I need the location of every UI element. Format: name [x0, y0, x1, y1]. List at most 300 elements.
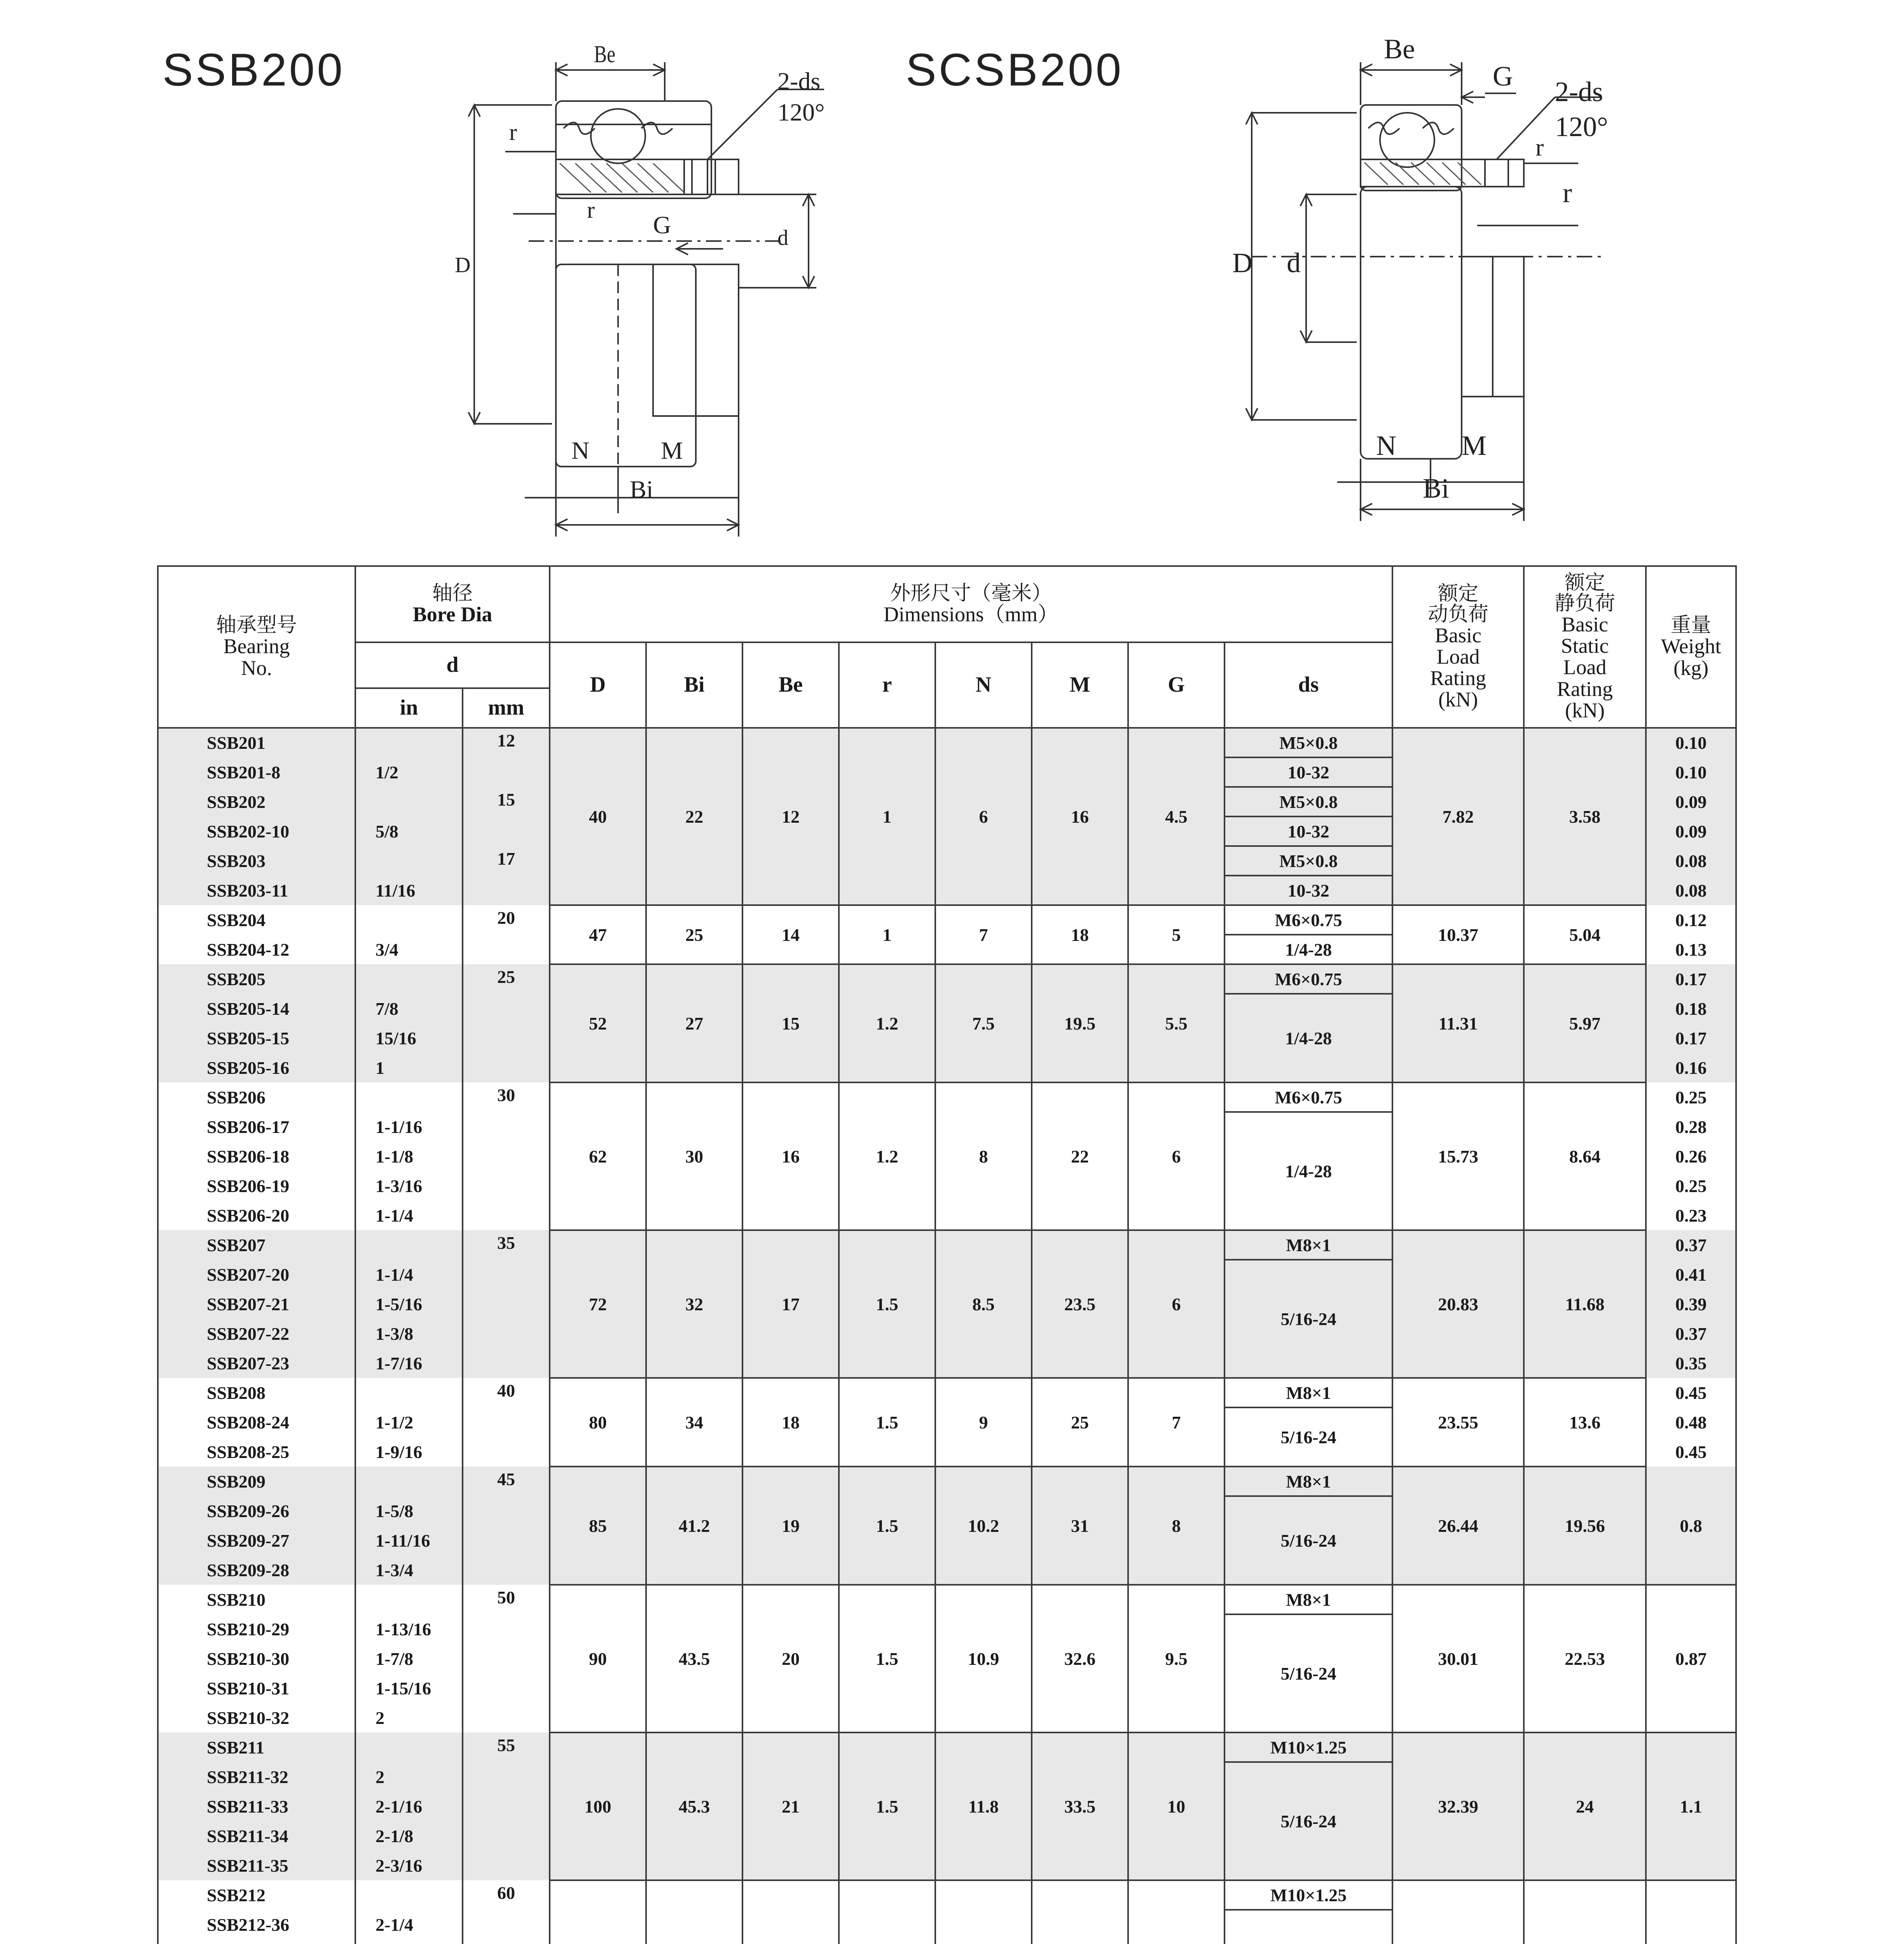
thread-ds: M6×0.75: [1224, 964, 1392, 994]
dim-M: 18: [1032, 905, 1128, 964]
header-stat-en4: Rating: [1557, 677, 1613, 701]
bore-mm: [463, 1319, 550, 1348]
bore-inch: 1-11/16: [355, 1526, 463, 1555]
header-bore-en: Bore Dia: [412, 602, 493, 626]
bore-mm: [463, 1112, 550, 1142]
scsb-label-d-small: d: [1287, 247, 1301, 278]
dynamic-load-rating: 20.83: [1392, 1230, 1524, 1378]
bore-mm: 45: [463, 1467, 550, 1496]
weight-kg: [1646, 1880, 1736, 1944]
bore-mm: 12: [463, 728, 550, 757]
bearing-model: SSB206-20: [158, 1201, 355, 1230]
header-stat-en5: (kN): [1565, 698, 1605, 722]
header-wt-en1: Weight: [1661, 635, 1721, 658]
static-load-rating: 13.6: [1524, 1378, 1646, 1467]
bearing-model: SSB209-28: [158, 1555, 355, 1585]
bearing-model: SSB211: [158, 1732, 355, 1762]
dim-G: [1128, 1880, 1224, 1944]
static-load-rating: [1524, 1880, 1646, 1944]
bore-mm: [463, 1821, 550, 1851]
dim-N: 7.5: [935, 964, 1032, 1082]
static-load-rating: 22.53: [1524, 1585, 1646, 1732]
dynamic-load-rating: 30.01: [1392, 1585, 1524, 1732]
bore-mm: 35: [463, 1230, 550, 1260]
static-load-rating: 5.97: [1524, 964, 1646, 1082]
bearing-model: SSB210-30: [158, 1644, 355, 1673]
dim-Bi: 45.3: [646, 1732, 742, 1880]
bore-inch: [355, 964, 463, 994]
static-load-rating: 24: [1524, 1732, 1646, 1880]
dim-N: 11.8: [935, 1732, 1032, 1880]
scsb-label-angle: 120°: [1555, 111, 1608, 142]
ssb-label-ds: 2-ds: [777, 67, 821, 95]
weight-kg: 0.87: [1646, 1585, 1736, 1732]
bore-inch: [355, 728, 463, 757]
ssb-label-r2: r: [587, 197, 595, 223]
bore-inch: 2-3/16: [355, 1851, 463, 1880]
dim-G: 9.5: [1128, 1585, 1224, 1732]
dim-D: 52: [550, 964, 646, 1082]
bore-inch: 1-7/8: [355, 1644, 463, 1673]
thread-ds: 10-32: [1224, 757, 1392, 787]
bore-mm: [463, 1526, 550, 1555]
table-row: [158, 1585, 1736, 1614]
thread-ds: 5/16-24: [1224, 1407, 1392, 1467]
dim-M: 22: [1032, 1082, 1128, 1230]
bore-inch: 1: [355, 1053, 463, 1082]
scsb-label-r2: r: [1535, 133, 1544, 161]
bearing-model: SSB201: [158, 728, 355, 757]
dynamic-load-rating: 7.82: [1392, 728, 1524, 905]
dim-M: 33.5: [1032, 1732, 1128, 1880]
thread-ds: 1/4-28: [1224, 935, 1392, 964]
thread-ds: 1/4-28: [1224, 994, 1392, 1082]
bore-mm: [463, 1201, 550, 1230]
ssb-label-bi: Bi: [630, 476, 653, 503]
header-bore-cn: 轴径: [432, 581, 473, 605]
bore-mm: [463, 876, 550, 905]
bore-inch: [355, 1082, 463, 1112]
weight-kg: 0.41: [1646, 1260, 1736, 1289]
header-wt-cn: 重量: [1671, 614, 1712, 637]
bearing-model: SSB212-36: [158, 1910, 355, 1939]
dim-r: 1.5: [839, 1732, 935, 1880]
dim-N: [935, 1880, 1032, 1944]
dynamic-load-rating: 11.31: [1392, 964, 1524, 1082]
header-in: in: [355, 688, 463, 728]
bore-mm: 15: [463, 787, 550, 816]
thread-ds: M10×1.25: [1224, 1732, 1392, 1762]
header-col-G: G: [1128, 642, 1224, 728]
header-bearing-no-cn: 轴承型号: [216, 614, 297, 637]
weight-kg: 0.48: [1646, 1407, 1736, 1437]
bearing-model: SSB210-31: [158, 1673, 355, 1703]
bore-mm: 50: [463, 1585, 550, 1614]
dim-D: 40: [550, 728, 646, 905]
bore-mm: [463, 1555, 550, 1585]
bearing-model: SSB210: [158, 1585, 355, 1614]
dim-Be: 12: [742, 728, 839, 905]
scsb-label-r1: r: [1563, 177, 1572, 208]
dim-M: [1032, 1880, 1128, 1944]
weight-kg: 0.25: [1646, 1082, 1736, 1112]
header-col-r: r: [839, 642, 935, 728]
ssb-label-g: G: [653, 211, 671, 239]
dim-N: 6: [935, 728, 1032, 905]
bearing-model: SSB209-27: [158, 1526, 355, 1555]
weight-kg: 0.28: [1646, 1112, 1736, 1142]
bearing-model: SSB208-25: [158, 1437, 355, 1467]
header-mm: mm: [463, 688, 550, 728]
dim-D: 80: [550, 1378, 646, 1467]
ssb-label-r1: r: [509, 119, 517, 145]
bore-mm: [463, 1910, 550, 1939]
weight-kg: 0.09: [1646, 816, 1736, 846]
thread-ds: 10-32: [1224, 816, 1392, 846]
weight-kg: 0.45: [1646, 1437, 1736, 1467]
bore-inch: 2-1/4: [355, 1910, 463, 1939]
weight-kg: 0.26: [1646, 1142, 1736, 1171]
dim-N: 10.9: [935, 1585, 1032, 1732]
weight-kg: 0.17: [1646, 1023, 1736, 1053]
bore-mm: [463, 1437, 550, 1467]
bearing-model: SSB208-24: [158, 1407, 355, 1437]
bore-mm: [463, 1496, 550, 1526]
dim-Be: 18: [742, 1378, 839, 1467]
bearing-model: SSB211-35: [158, 1851, 355, 1880]
scsb-label-g: G: [1493, 61, 1513, 92]
bore-mm: [463, 757, 550, 787]
dynamic-load-rating: 15.73: [1392, 1082, 1524, 1230]
bore-mm: [463, 1939, 550, 1944]
bore-mm: [463, 1348, 550, 1378]
dim-N: 8: [935, 1082, 1032, 1230]
scsb-label-be: Be: [1384, 33, 1415, 65]
weight-kg: 0.35: [1646, 1348, 1736, 1378]
bore-inch: [355, 905, 463, 935]
weight-kg: 0.37: [1646, 1319, 1736, 1348]
bore-mm: [463, 1053, 550, 1082]
bearing-model: SSB210-32: [158, 1703, 355, 1732]
thread-ds: M5×0.8: [1224, 728, 1392, 757]
header-dyn-en3: Rating: [1430, 666, 1487, 690]
dim-r: 1.5: [839, 1230, 935, 1378]
bearing-model: SSB203: [158, 846, 355, 876]
dim-Be: [742, 1880, 839, 1944]
header-stat-en3: Load: [1563, 656, 1607, 679]
dim-Bi: [646, 1880, 742, 1944]
bearing-model: SSB207-23: [158, 1348, 355, 1378]
bore-mm: [463, 1171, 550, 1201]
bearing-model: SSB206-19: [158, 1171, 355, 1201]
bore-mm: 17: [463, 846, 550, 876]
title-ssb200: SSB200: [162, 44, 345, 96]
bore-inch: [355, 1732, 463, 1762]
dim-Bi: 32: [646, 1230, 742, 1378]
dim-r: 1: [839, 728, 935, 905]
header-col-Bi: Bi: [646, 642, 742, 728]
bore-inch: 1-1/4: [355, 1260, 463, 1289]
static-load-rating: 3.58: [1524, 728, 1646, 905]
bearing-model: SSB211-32: [158, 1762, 355, 1792]
bore-mm: [463, 1851, 550, 1880]
ssb200-drawing: [435, 41, 840, 525]
weight-kg: 0.39: [1646, 1289, 1736, 1319]
static-load-rating: 5.04: [1524, 905, 1646, 964]
bore-mm: 20: [463, 905, 550, 935]
bearing-model: SSB204-12: [158, 935, 355, 964]
dim-Bi: 25: [646, 905, 742, 964]
header-bearing-no: [158, 566, 355, 728]
scsb-label-d-big: D: [1232, 247, 1252, 278]
weight-kg: 0.09: [1646, 787, 1736, 816]
dynamic-load-rating: [1392, 1880, 1524, 1944]
thread-ds: 1/4-28: [1224, 1112, 1392, 1230]
weight-kg: 0.16: [1646, 1053, 1736, 1082]
dim-N: 9: [935, 1378, 1032, 1467]
bore-mm: [463, 1703, 550, 1732]
weight-kg: 0.23: [1646, 1201, 1736, 1230]
bore-inch: 7/8: [355, 994, 463, 1023]
thread-ds: 5/16-24: [1224, 1496, 1392, 1585]
dim-D: 72: [550, 1230, 646, 1378]
bearing-model: SSB211-34: [158, 1821, 355, 1851]
dim-N: 7: [935, 905, 1032, 964]
scsb-label-ds: 2-ds: [1555, 76, 1603, 107]
table-row: [158, 964, 1736, 994]
header-dyn-cn1: 额定: [1438, 582, 1479, 605]
bore-inch: 2: [355, 1703, 463, 1732]
dim-Be: 19: [742, 1467, 839, 1585]
dim-D: 47: [550, 905, 646, 964]
bearing-model: SSB211-33: [158, 1792, 355, 1821]
thread-ds: 10-32: [1224, 876, 1392, 905]
header-dims-en: Dimensions（mm）: [884, 602, 1059, 626]
dim-M: 19.5: [1032, 964, 1128, 1082]
spec-table-body: [158, 728, 1736, 1944]
bore-inch: 1-3/16: [355, 1171, 463, 1201]
bearing-model: SSB208: [158, 1378, 355, 1407]
header-dynamic-load: [1392, 566, 1524, 728]
bore-inch: 2-1/16: [355, 1792, 463, 1821]
dynamic-load-rating: 23.55: [1392, 1378, 1524, 1467]
bore-inch: 1-1/2: [355, 1407, 463, 1437]
table-row: [158, 1732, 1736, 1762]
bearing-model: [158, 1939, 355, 1944]
bearing-model: SSB209: [158, 1467, 355, 1496]
bore-inch: 1-5/8: [355, 1496, 463, 1526]
static-load-rating: 19.56: [1524, 1467, 1646, 1585]
title-scsb200: SCSB200: [906, 44, 1124, 96]
header-bearing-no-en2: No.: [241, 656, 272, 680]
header-dyn-cn2: 动负荷: [1428, 602, 1489, 626]
thread-ds: M6×0.75: [1224, 1082, 1392, 1112]
bearing-model: SSB205-16: [158, 1053, 355, 1082]
weight-kg: 0.25: [1646, 1171, 1736, 1201]
thread-ds: [1224, 1910, 1392, 1944]
bore-inch: 1/2: [355, 757, 463, 787]
thread-ds: 5/16-24: [1224, 1614, 1392, 1732]
dim-D: [550, 1880, 646, 1944]
bore-mm: [463, 1673, 550, 1703]
header-weight: [1646, 566, 1736, 728]
static-load-rating: 11.68: [1524, 1230, 1646, 1378]
bore-inch: 5/8: [355, 816, 463, 846]
static-load-rating: 8.64: [1524, 1082, 1646, 1230]
dim-G: 7: [1128, 1378, 1224, 1467]
header-dyn-en1: Basic: [1435, 623, 1482, 647]
thread-ds: M8×1: [1224, 1585, 1392, 1614]
dim-Be: 14: [742, 905, 839, 964]
header-wt-en2: (kg): [1673, 656, 1709, 680]
dim-r: 1.2: [839, 964, 935, 1082]
bearing-model: SSB204: [158, 905, 355, 935]
bore-inch: 1-1/8: [355, 1142, 463, 1171]
dim-r: 1: [839, 905, 935, 964]
header-col-M: M: [1032, 642, 1128, 728]
dynamic-load-rating: 32.39: [1392, 1732, 1524, 1880]
dim-M: 25: [1032, 1378, 1128, 1467]
bore-inch: 11/16: [355, 876, 463, 905]
header-static-load: [1524, 566, 1646, 728]
dim-r: 1.5: [839, 1378, 935, 1467]
bore-mm: [463, 1644, 550, 1673]
bearing-model: SSB201-8: [158, 757, 355, 787]
bore-inch: 1-13/16: [355, 1614, 463, 1644]
dim-G: 10: [1128, 1732, 1224, 1880]
ssb-label-d-small: d: [777, 226, 788, 250]
dim-G: 6: [1128, 1230, 1224, 1378]
bore-mm: [463, 816, 550, 846]
ssb-label-m: M: [661, 437, 683, 464]
weight-kg: 0.08: [1646, 876, 1736, 905]
bore-inch: [355, 1378, 463, 1407]
bore-mm: [463, 1407, 550, 1437]
dim-r: 1.5: [839, 1585, 935, 1732]
dim-D: 90: [550, 1585, 646, 1732]
table-row: [158, 1230, 1736, 1260]
dim-G: 5: [1128, 905, 1224, 964]
bearing-model: SSB203-11: [158, 876, 355, 905]
ssb-label-n: N: [571, 437, 590, 464]
bore-mm: [463, 1023, 550, 1053]
dim-Bi: 27: [646, 964, 742, 1082]
bore-inch: 1-1/16: [355, 1112, 463, 1142]
scsb200-drawing: [1213, 33, 1625, 517]
bearing-model: SSB205: [158, 964, 355, 994]
spec-table: [157, 565, 1737, 1944]
weight-kg: 0.10: [1646, 728, 1736, 757]
dim-G: 4.5: [1128, 728, 1224, 905]
bore-inch: [355, 1230, 463, 1260]
bore-mm: [463, 1142, 550, 1171]
thread-ds: 5/16-24: [1224, 1762, 1392, 1880]
bore-mm: [463, 935, 550, 964]
bearing-model: SSB209-26: [158, 1496, 355, 1526]
weight-kg: 1.1: [1646, 1732, 1736, 1880]
bore-inch: [355, 1467, 463, 1496]
dim-r: 1.2: [839, 1082, 935, 1230]
weight-kg: 0.8: [1646, 1467, 1736, 1585]
bore-mm: [463, 994, 550, 1023]
thread-ds: 5/16-24: [1224, 1260, 1392, 1378]
weight-kg: 0.13: [1646, 935, 1736, 964]
bore-inch: [355, 1880, 463, 1910]
scsb-label-m: M: [1462, 430, 1487, 461]
header-dims-cn: 外形尺寸（毫米）: [890, 581, 1052, 605]
thread-ds: M10×1.25: [1224, 1880, 1392, 1910]
bearing-model: SSB206-18: [158, 1142, 355, 1171]
header-d: d: [355, 642, 550, 688]
header-dyn-en2: Load: [1436, 645, 1480, 668]
weight-kg: 0.10: [1646, 757, 1736, 787]
header-dimensions: [550, 566, 1392, 642]
bore-inch: 15/16: [355, 1023, 463, 1053]
dim-M: 16: [1032, 728, 1128, 905]
dim-Bi: 41.2: [646, 1467, 742, 1585]
bearing-model: SSB202-10: [158, 816, 355, 846]
dim-Bi: 34: [646, 1378, 742, 1467]
table-row: [158, 1880, 1736, 1910]
bearing-model: SSB207: [158, 1230, 355, 1260]
dim-M: 31: [1032, 1467, 1128, 1585]
weight-kg: 0.37: [1646, 1230, 1736, 1260]
dim-M: 32.6: [1032, 1585, 1128, 1732]
dim-G: 5.5: [1128, 964, 1224, 1082]
bore-inch: 1-7/16: [355, 1348, 463, 1378]
thread-ds: M8×1: [1224, 1230, 1392, 1260]
header-col-Be: Be: [742, 642, 839, 728]
dim-Be: 16: [742, 1082, 839, 1230]
table-row: [158, 905, 1736, 935]
table-row: [158, 1082, 1736, 1112]
thread-ds: M8×1: [1224, 1467, 1392, 1496]
dim-Be: 21: [742, 1732, 839, 1880]
bore-mm: 25: [463, 964, 550, 994]
weight-kg: 0.45: [1646, 1378, 1736, 1407]
weight-kg: 0.17: [1646, 964, 1736, 994]
bore-inch: [355, 1585, 463, 1614]
bearing-model: SSB205-15: [158, 1023, 355, 1053]
dim-G: 6: [1128, 1082, 1224, 1230]
bore-inch: 2: [355, 1762, 463, 1792]
ssb-label-be: Be: [594, 41, 616, 68]
thread-ds: M5×0.8: [1224, 846, 1392, 876]
dim-Be: 17: [742, 1230, 839, 1378]
dim-D: 85: [550, 1467, 646, 1585]
bore-inch: 1-1/4: [355, 1201, 463, 1230]
bore-mm: 55: [463, 1732, 550, 1762]
bearing-model: SSB207-22: [158, 1319, 355, 1348]
header-stat-en1: Basic: [1562, 613, 1609, 636]
bearing-model: SSB205-14: [158, 994, 355, 1023]
bore-mm: 40: [463, 1378, 550, 1407]
weight-kg: 0.18: [1646, 994, 1736, 1023]
bearing-model: SSB207-21: [158, 1289, 355, 1319]
bearing-model: SSB206: [158, 1082, 355, 1112]
header-stat-en2: Static: [1561, 634, 1609, 658]
dim-Bi: 43.5: [646, 1585, 742, 1732]
bore-inch: [355, 846, 463, 876]
bore-inch: 1-5/16: [355, 1289, 463, 1319]
bore-inch: 3/4: [355, 935, 463, 964]
dim-M: 23.5: [1032, 1230, 1128, 1378]
bore-mm: [463, 1614, 550, 1644]
dim-D: 100: [550, 1732, 646, 1880]
bore-inch: 2-1/8: [355, 1821, 463, 1851]
dim-Be: 15: [742, 964, 839, 1082]
ssb-label-d-big: D: [455, 253, 471, 277]
